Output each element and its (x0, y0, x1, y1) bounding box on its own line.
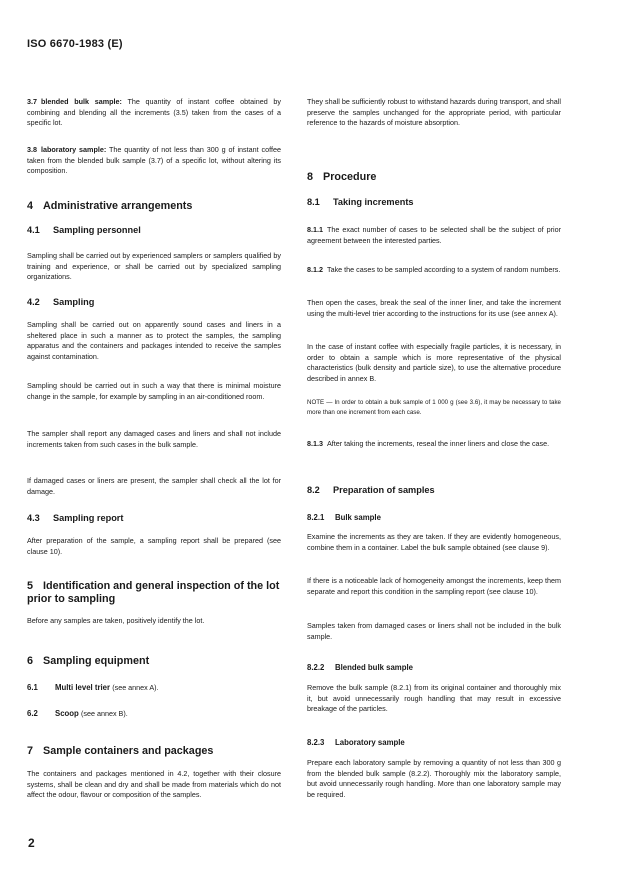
paragraph-8-2-2: Remove the bulk sample (8.2.1) from its original container and thoroughly mix it, but avoid unnecessarily rough handling that may result in excessive breakage of the particles. (307, 683, 561, 714)
heading-clause-4: 4 Administrative arrangements (27, 200, 193, 212)
term: laboratory sample: (41, 145, 107, 154)
term: blended bulk sample: (41, 97, 122, 106)
heading-8-2-3: 8.2.3 Laboratory sample (307, 738, 405, 747)
heading-clause-5: 5 Identification and general inspection of the lot prior to sampling (27, 580, 280, 605)
clause-3-7 (27, 97, 281, 129)
heading-clause-6: 6 Sampling equipment (27, 655, 150, 667)
heading-8-1: 8.1 Taking increments (307, 197, 414, 207)
definition: The quantity of instant coffee obtained by combining and blending all the increments (3.5) taken from the cases of a specific lot. (27, 97, 281, 128)
paragraph-4-3: After preparation of the sample, a sampling report shall be prepared (see clause 10). (27, 536, 281, 556)
clause-8-1-2: 8.1.2 Take the cases to be sampled according to a system of random numbers. (307, 265, 561, 274)
document-header: ISO 6670-1983 (E) (27, 38, 123, 50)
paragraph-4-2-d: If damaged cases or liners are present, the sampler shall check all the lot for damage. (27, 476, 281, 496)
clause-8-1-3: 8.1.3 After taking the increments, reseal the inner liners and close the case. (307, 439, 550, 448)
paragraph-4-2-b: Sampling should be carried out in such a way that there is minimal moisture change in the sample, for example by sampling in an air-conditioned room. (27, 381, 281, 401)
heading-8-2-2: 8.2.2 Blended bulk sample (307, 663, 413, 672)
clause-number: 3.7 (27, 97, 37, 106)
paragraph-4-2-c: The sampler shall report any damaged cases and liners and shall not include increments taken from such cases in the bulk sample. (27, 429, 281, 449)
paragraph-8-2-1-c: Samples taken from damaged cases or liners shall not be included in the bulk sample. (307, 621, 561, 641)
paragraph-4-2-a: Sampling shall be carried out on apparently sound cases and liners in a sheltered place in such a manner as to protect the samples, the sampling apparatus and the containers and packages intended to receive the samples against contamination. (27, 320, 281, 361)
paragraph-8-2-3: Prepare each laboratory sample by removing a quantity of not less than 300 g from the blended bulk sample (8.2.2). Thoroughly mix the laboratory sample, but avoid unnecessarily rough handling. More than one laboratory sample may be required. (307, 758, 561, 799)
clause-3-8 (27, 145, 281, 177)
heading-4-3: 4.3 Sampling report (27, 513, 124, 523)
heading-8-2-1: 8.2.1 Bulk sample (307, 513, 381, 522)
item-6-2: 6.2 Scoop (see annex B). (27, 709, 128, 718)
paragraph-8-1-2-c: In the case of instant coffee with especially fragile particles, it is necessary, in order to obtain a sample which is more representative of the physical characteristics (bulk density and particle size), to use the alternative procedure described in annex B. (307, 342, 561, 383)
paragraph-4-1: Sampling shall be carried out by experienced samplers or samplers qualified by training and experience, or shall be carried out by specialized sampling organizations. (27, 251, 281, 282)
heading-clause-7: 7 Sample containers and packages (27, 745, 214, 757)
paragraph-8-1-2-b: Then open the cases, break the seal of the inner liner, and take the increment using the multi-level trier according to the instructions for its use (see annex A). (307, 298, 561, 318)
paragraph-7: The containers and packages mentioned in 4.2, together with their closure systems, shall be clean and dry and shall be made from materials which do not affect the odour, flavour or composition of the samples. (27, 769, 281, 800)
clause-number: 3.8 (27, 145, 37, 154)
heading-clause-8: 8 Procedure (307, 171, 377, 183)
paragraph-8-2-1-b: If there is a noticeable lack of homogeneity amongst the increments, keep them separate and report this condition in the sampling report (see clause 10). (307, 576, 561, 596)
definition: The quantity of not less than 300 g of instant coffee taken from the blended bulk sample (3.7) of a specific lot, without altering its composition. (27, 145, 281, 176)
heading-8-2: 8.2 Preparation of samples (307, 485, 435, 495)
paragraph-7-continued: They shall be sufficiently robust to withstand hazards during transport, and shall preserve the samples unchanged for the appropriate period, with particular reference to the hazards of moisture absorption. (307, 97, 561, 128)
clause-8-1-1: 8.1.1 The exact number of cases to be selected shall be the subject of prior agreement between the interested parties. (307, 225, 561, 245)
heading-4-2: 4.2 Sampling (27, 297, 95, 307)
note-8-1-2: NOTE — In order to obtain a bulk sample of 1 000 g (see 3.6), it may be necessary to take more than one increment from each case. (307, 399, 561, 416)
heading-4-1: 4.1 Sampling personnel (27, 225, 141, 235)
page-number: 2 (28, 836, 35, 850)
item-6-1: 6.1 Multi level trier (see annex A). (27, 683, 159, 692)
paragraph-8-2-1-a: Examine the increments as they are taken. If they are evidently homogeneous, combine them in a container. Label the bulk sample obtained (see clause 9). (307, 532, 561, 552)
paragraph-5: Before any samples are taken, positively identify the lot. (27, 616, 205, 625)
